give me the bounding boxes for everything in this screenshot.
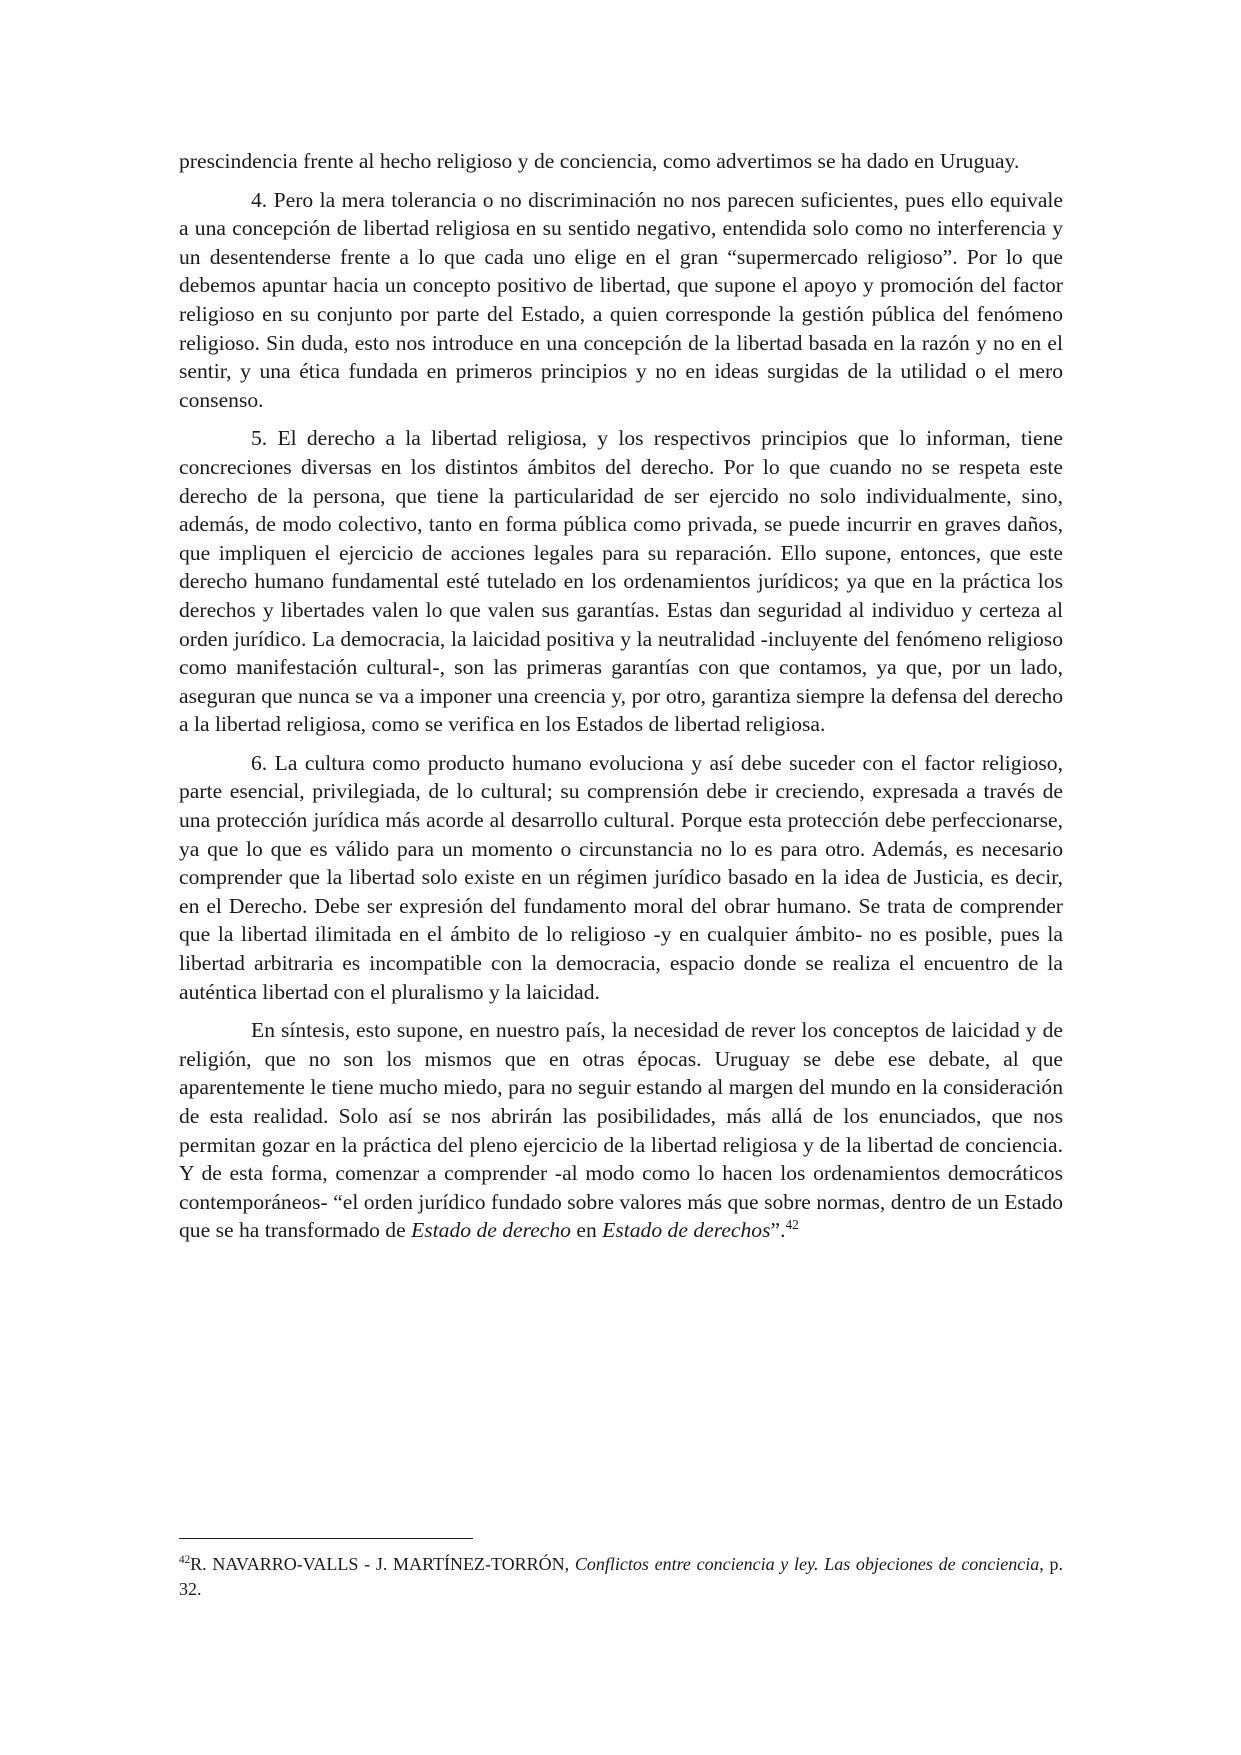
synthesis-italic-2: Estado de derechos (602, 1218, 771, 1243)
paragraph-4: 4. Pero la mera tolerancia o no discriminación no nos parecen suficientes, pues ello equivale a una concepción de libertad religiosa en su sentido negativo, entendida solo como no interferencia y un desentenderse frente a lo que cada uno elige en el gran “supermercado religioso”. Por lo que debemos apuntar hacia un concepto positivo de libertad, que supone el apoyo y promoción del factor religioso en su conjunto por parte del Estado, a quien corresponde la gestión pública del fenómeno religioso. Sin duda, esto nos introduce en una concepción de la libertad basada en la razón y no en el sentir, y una ética fundada en primeros principios y no en ideas surgidas de la utilidad o el mero consenso. (179, 187, 1063, 412)
footnote-reference[interactable]: 42 (785, 1217, 799, 1233)
footnote-number: 42 (179, 1554, 191, 1566)
paragraph-continuation: prescindencia frente al hecho religioso y de conciencia, como advertimos se ha dado en Uruguay. (179, 149, 1020, 173)
synthesis-text-3: ”. (770, 1218, 786, 1243)
synthesis-text-1: En síntesis, esto supone, en nuestro país, la necesidad de rever los conceptos de laicidad y de religión, que no son los mismos que en otras épocas. Uruguay se debe ese debate, al que aparentemente le tiene mucho miedo, para no seguir estando al margen del mundo en la consideración de esta realidad. Solo así se nos abrirán las posibilidades, más allá de los enunciados, que nos permitan gozar en la práctica del pleno ejercicio de la libertad religiosa y de la libertad de conciencia. Y de esta forma, comenzar a comprender -al modo como lo hacen los ordenamientos democráticos contemporáneos- “el orden jurídico fundado sobre valores más que sobre normas, dentro de un Estado que se ha transformado de (179, 1018, 1063, 1243)
body-text (179, 147, 1063, 1255)
paragraph-synthesis (179, 1016, 1063, 1245)
paragraph-6: 6. La cultura como producto humano evoluciona y así debe suceder con el factor religioso, parte esencial, privilegiada, de lo cultural; su comprensión debe ir creciendo, expresada a través de una protección jurídica más acorde al desarrollo cultural. Porque esta protección debe perfeccionarse, ya que lo que es válido para un momento o circunstancia no lo es para otro. Además, es necesario comprender que la libertad solo existe en un régimen jurídico basado en la idea de Justicia, es decir, en el Derecho. Debe ser expresión del fundamento moral del obrar humano. Se trata de comprender que la libertad ilimitada en el ámbito de lo religioso -y en cualquier ámbito- no es posible, pues la libertad arbitraria es incompatible con la democracia, espacio donde se realiza el encuentro de la auténtica libertad con el pluralismo y la laicidad. (179, 750, 1063, 1004)
footnote-page: , p. 32. (179, 1554, 1063, 1599)
synthesis-text-2: en (570, 1218, 603, 1243)
footnote (179, 1552, 1063, 1602)
footnote-separator (179, 1538, 473, 1539)
footnote-title: Conflictos entre conciencia y ley. Las objeciones de conciencia (574, 1554, 1040, 1574)
synthesis-italic-1: Estado de derecho (411, 1218, 571, 1243)
paragraph-5: 5. El derecho a la libertad religiosa, y los respectivos principios que lo informan, tiene concreciones diversas en los distintos ámbitos del derecho. Por lo que cuando no se respeta este derecho de la persona, que tiene la particularidad de ser ejercido no solo individualmente, sino, además, de modo colectivo, tanto en forma pública como privada, se puede incurrir en graves daños, que impliquen el ejercicio de acciones legales para su reparación. Ello supone, entonces, que este derecho humano fundamental esté tutelado en los ordenamientos jurídicos; ya que en la práctica los derechos y libertades valen lo que valen sus garantías. Estas dan seguridad al individuo y certeza al orden jurídico. La democracia, la laicidad positiva y la neutralidad -incluyente del fenómeno religioso como manifestación cultural-, son las primeras garantías con que contamos, ya que, por un lado, aseguran que nunca se va a imponer una creencia y, por otro, garantiza siempre la defensa del derecho a la libertad religiosa, como se verifica en los Estados de libertad religiosa. (179, 426, 1063, 737)
footnote-authors: R. NAVARRO-VALLS - J. MARTÍNEZ-TORRÓN, (190, 1554, 575, 1574)
